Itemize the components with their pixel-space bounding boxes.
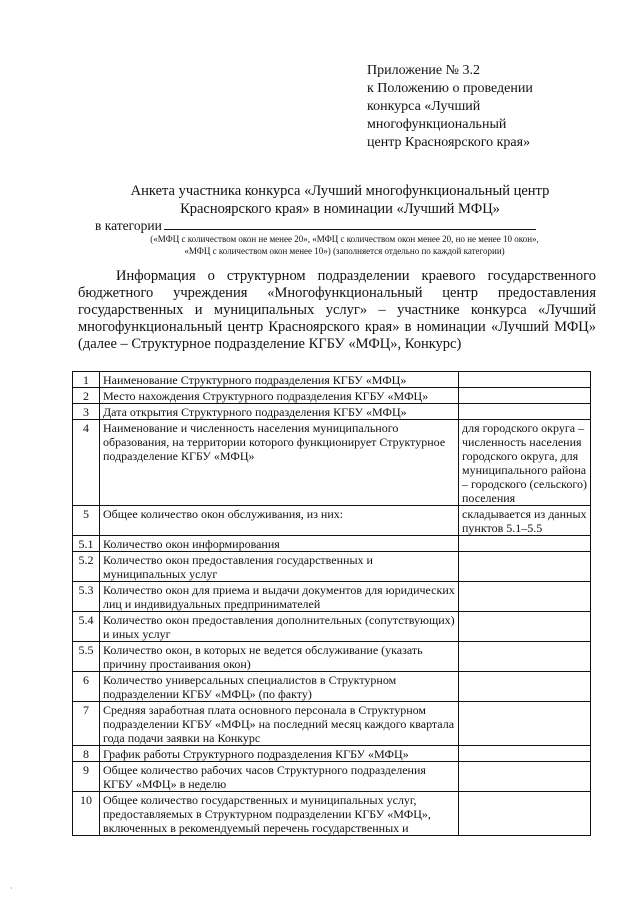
table-row [73, 552, 591, 582]
category-note-line1: («МФЦ с количеством окон не менее 20», «МФЦ с количеством окон менее 20, но не менее 10 окон», [150, 234, 539, 244]
row-value [459, 372, 591, 388]
row-number: 3 [73, 404, 100, 420]
row-number: 10 [73, 792, 100, 836]
row-name: Наименование Структурного подразделения КГБУ «МФЦ» [100, 372, 459, 388]
survey-table [72, 371, 591, 836]
table-row [73, 642, 591, 672]
row-name: Количество окон предоставления государственных и муниципальных услуг [100, 552, 459, 582]
row-name: Общее количество окон обслуживания, из них: [100, 506, 459, 536]
appendix-line: к Положению о проведении [367, 81, 533, 96]
table-row [73, 612, 591, 642]
table-row [73, 372, 591, 388]
table-row [73, 702, 591, 746]
table-row [73, 420, 591, 506]
row-value [459, 642, 591, 672]
table-row [73, 746, 591, 762]
row-name: Средняя заработная плата основного персонала в Структурном подразделении КГБУ «МФЦ» на последний месяц каждого квартала года подачи заявки на Конкурс [100, 702, 459, 746]
row-value: для городского округа – численность населения городского округа, для муниципального района – городского (сельского) поселения [459, 420, 591, 506]
row-name: Количество окон предоставления дополнительных (сопутствующих) и иных услуг [100, 612, 459, 642]
row-number: 5.4 [73, 612, 100, 642]
row-number: 6 [73, 672, 100, 702]
row-number: 5.3 [73, 582, 100, 612]
survey-title-line2: Красноярского края» в номинации «Лучший МФЦ» [180, 201, 500, 217]
table-row [73, 536, 591, 552]
row-value [459, 388, 591, 404]
appendix-line: конкурса «Лучший [367, 99, 481, 114]
row-name: Количество окон информирования [100, 536, 459, 552]
row-value [459, 792, 591, 836]
table-row [73, 388, 591, 404]
table-row [73, 404, 591, 420]
category-blank-line [164, 217, 536, 230]
table-row [73, 672, 591, 702]
row-number: 9 [73, 762, 100, 792]
row-name: Дата открытия Структурного подразделения КГБУ «МФЦ» [100, 404, 459, 420]
category-label: в категории [95, 218, 162, 233]
table-row [73, 762, 591, 792]
appendix-header [367, 62, 617, 152]
row-number: 8 [73, 746, 100, 762]
survey-table-body [73, 372, 591, 836]
appendix-line: многофункциональный [367, 117, 507, 132]
row-name: Количество окон, в которых не ведется обслуживание (указать причину простаивания окон) [100, 642, 459, 672]
row-number: 7 [73, 702, 100, 746]
table-row [73, 792, 591, 836]
row-value [459, 672, 591, 702]
category-note [72, 233, 617, 257]
appendix-line: центр Красноярского края» [367, 135, 531, 150]
row-number: 5.5 [73, 642, 100, 672]
table-row [73, 582, 591, 612]
row-number: 5.2 [73, 552, 100, 582]
row-value [459, 746, 591, 762]
row-value [459, 582, 591, 612]
row-value: складывается из данных пунктов 5.1–5.5 [459, 506, 591, 536]
row-number: 5 [73, 506, 100, 536]
row-value [459, 702, 591, 746]
appendix-line: Приложение № 3.2 [367, 63, 480, 78]
row-number: 1 [73, 372, 100, 388]
table-row [73, 506, 591, 536]
row-value [459, 612, 591, 642]
row-number: 5.1 [73, 536, 100, 552]
row-value [459, 762, 591, 792]
page-mark: · [10, 884, 13, 893]
row-number: 4 [73, 420, 100, 506]
row-value [459, 536, 591, 552]
row-name: График работы Структурного подразделения КГБУ «МФЦ» [100, 746, 459, 762]
row-value [459, 552, 591, 582]
category-field [95, 217, 605, 234]
row-name: Общее количество рабочих часов Структурного подразделения КГБУ «МФЦ» в неделю [100, 762, 459, 792]
row-value [459, 404, 591, 420]
row-number: 2 [73, 388, 100, 404]
intro-paragraph: Информация о структурном подразделении краевого государственного бюджетного учреждения «Многофункциональный центр предоставления государственных и муниципальных услуг» – участнике конкурса «Лучший многофункциональный центр Красноярского края» в номинации «Лучший МФЦ» (далее – Структурное подразделение КГБУ «МФЦ», Конкурс) [78, 268, 596, 352]
row-name: Количество окон для приема и выдачи документов для юридических лиц и индивидуальных предпринимателей [100, 582, 459, 612]
row-name: Наименование и численность населения муниципального образования, на территории которого функционирует Структурное подразделение КГБУ «МФЦ» [100, 420, 459, 506]
row-name: Общее количество государственных и муниципальных услуг, предоставляемых в Структурном подразделении КГБУ «МФЦ», включенных в рекомендуемый перечень государственных и [100, 792, 459, 836]
survey-title-line1: Анкета участника конкурса «Лучший многофункциональный центр [130, 183, 550, 199]
row-name: Количество универсальных специалистов в Структурном подразделении КГБУ «МФЦ» (по факту) [100, 672, 459, 702]
row-name: Место нахождения Структурного подразделения КГБУ «МФЦ» [100, 388, 459, 404]
category-note-line2: «МФЦ с количеством окон менее 10») (заполняется отдельно по каждой категории) [184, 246, 505, 256]
survey-title [60, 182, 620, 218]
